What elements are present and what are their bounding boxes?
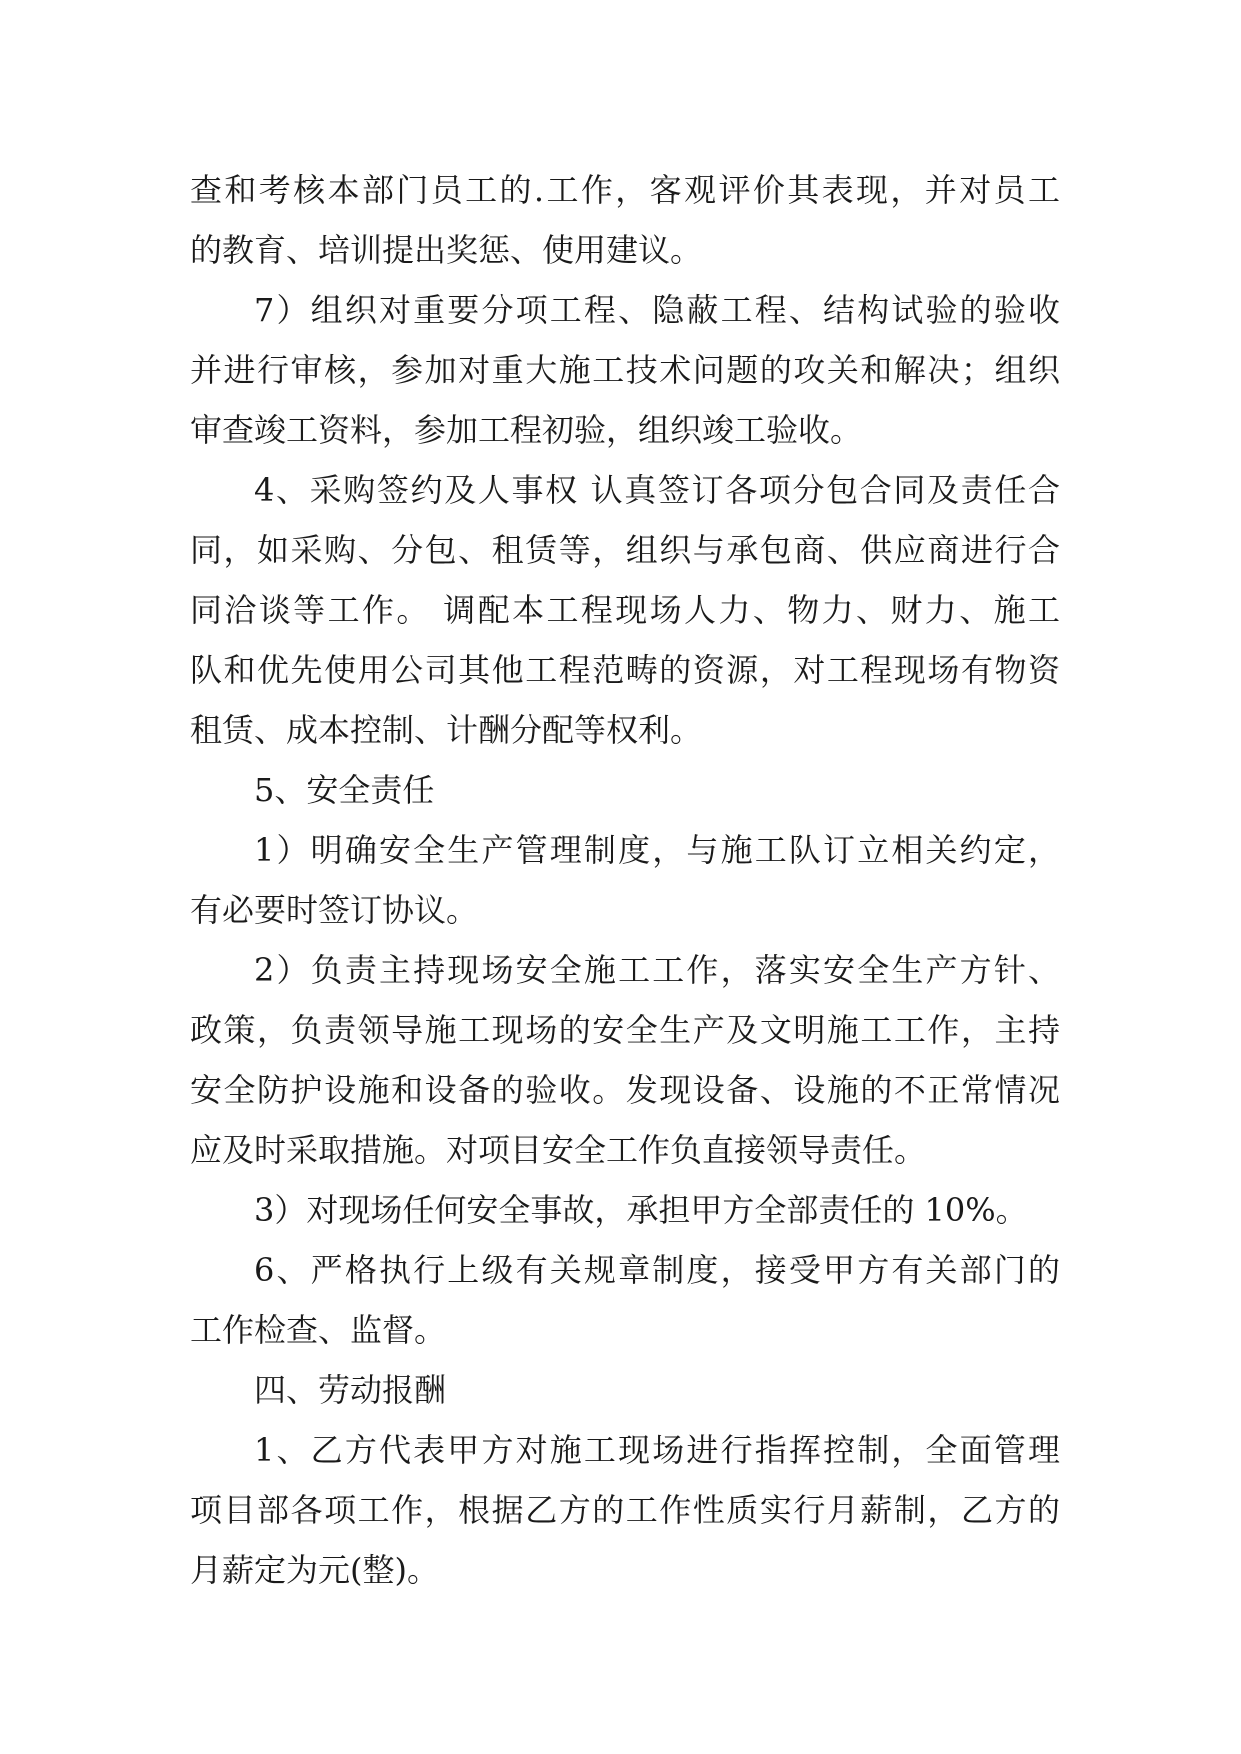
paragraph-line: 安全防护设施和设备的验收。发现设备、设施的不正常情况 bbox=[190, 1071, 1060, 1109]
section-heading: 5、安全责任 bbox=[254, 771, 435, 809]
paragraph-line: 6、严格执行上级有关规章制度，接受甲方有关部门的 bbox=[254, 1251, 1060, 1289]
paragraph-line: 的教育、培训提出奖惩、使用建议。 bbox=[190, 231, 703, 269]
paragraph-line: 2）负责主持现场安全施工工作，落实安全生产方针、 bbox=[254, 951, 1060, 989]
paragraph-line: 租赁、成本控制、计酬分配等权利。 bbox=[190, 711, 703, 749]
document-body bbox=[190, 160, 1060, 1600]
paragraph-line: 同，如采购、分包、租赁等，组织与承包商、供应商进行合 bbox=[190, 531, 1060, 569]
paragraph-line: 队和优先使用公司其他工程范畴的资源，对工程现场有物资 bbox=[190, 651, 1060, 689]
paragraph-line: 项目部各项工作，根据乙方的工作性质实行月薪制，乙方的 bbox=[190, 1491, 1060, 1529]
paragraph-line: 应及时采取措施。对项目安全工作负直接领导责任。 bbox=[190, 1131, 927, 1169]
paragraph-line: 查和考核本部门员工的.工作，客观评价其表现，并对员工 bbox=[190, 171, 1060, 209]
paragraph-line: 并进行审核，参加对重大施工技术问题的攻关和解决；组织 bbox=[190, 351, 1060, 389]
paragraph-line: 有必要时签订协议。 bbox=[190, 891, 479, 929]
paragraph-line: 审查竣工资料，参加工程初验，组织竣工验收。 bbox=[190, 411, 863, 449]
paragraph-line: 政策，负责领导施工现场的安全生产及文明施工工作，主持 bbox=[190, 1011, 1060, 1049]
paragraph-line: 4、采购签约及人事权 认真签订各项分包合同及责任合 bbox=[254, 471, 1060, 509]
paragraph-line: 7）组织对重要分项工程、隐蔽工程、结构试验的验收 bbox=[254, 291, 1060, 329]
paragraph-line: 1、乙方代表甲方对施工现场进行指挥控制，全面管理 bbox=[254, 1431, 1060, 1469]
paragraph-line: 1）明确安全生产管理制度，与施工队订立相关约定， bbox=[254, 831, 1060, 869]
paragraph-line: 工作检查、监督。 bbox=[190, 1311, 447, 1349]
paragraph-line: 3）对现场任何安全事故，承担甲方全部责任的 10%。 bbox=[254, 1191, 1028, 1229]
paragraph-line: 月薪定为元(整)。 bbox=[190, 1551, 439, 1589]
paragraph-line: 同洽谈等工作。 调配本工程现场人力、物力、财力、施工 bbox=[190, 591, 1060, 629]
section-heading: 四、劳动报酬 bbox=[254, 1371, 447, 1409]
